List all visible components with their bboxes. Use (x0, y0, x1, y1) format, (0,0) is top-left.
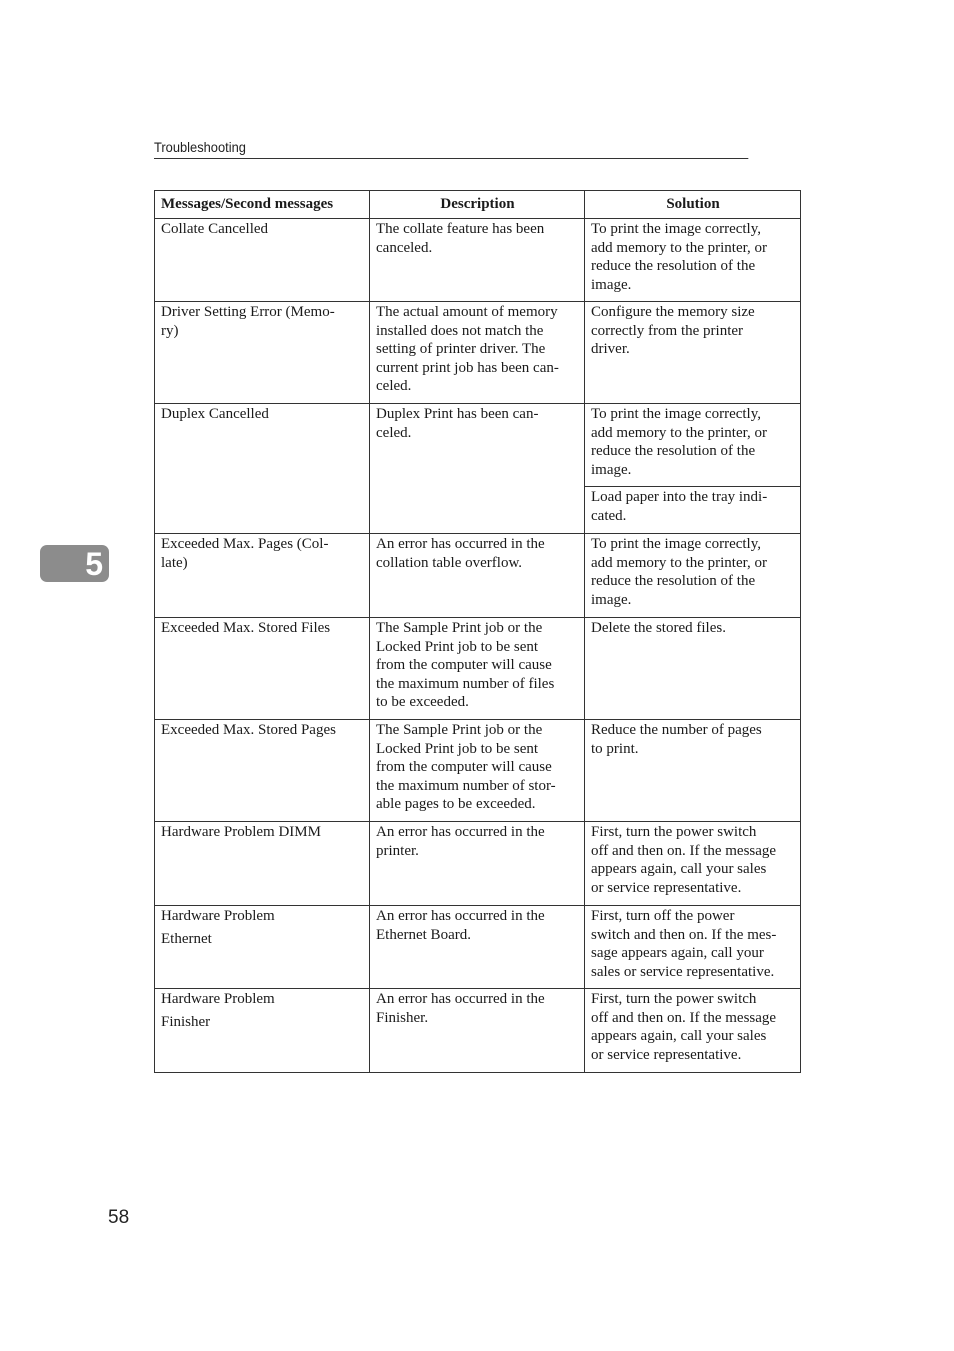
description-cell (370, 618, 585, 720)
cell-text-line: Locked Print job to be sent (376, 638, 539, 655)
chapter-tab (40, 545, 109, 582)
cell-text-line: Hardware Problem (161, 991, 275, 1007)
message-cell (155, 534, 370, 618)
cell-text-line: image. (591, 276, 632, 293)
table-row (155, 822, 801, 906)
cell-text-line: Collate Cancelled (161, 221, 269, 237)
table-row (155, 302, 801, 404)
cell-text-line: Ethernet (161, 931, 212, 947)
cell-text-line: collation table overflow. (376, 554, 523, 571)
description-cell (370, 989, 585, 1073)
cell-text-line: ry) (161, 322, 179, 339)
cell-text-line: Hardware Problem DIMM (161, 824, 321, 840)
cell-text-line: correctly from the printer (591, 322, 744, 339)
column-header-solution: Solution (585, 191, 801, 219)
cell-text-line: the maximum number of stor- (376, 777, 556, 794)
cell-text-line: cated. (591, 507, 627, 524)
cell-text-line: sage appears again, call your (591, 945, 764, 961)
message-cell (155, 989, 370, 1073)
cell-text-line: off and then on. If the message (591, 842, 777, 859)
running-header (154, 139, 748, 159)
message-cell (155, 822, 370, 906)
table-row (155, 906, 801, 989)
cell-text-line: or service representative. (591, 1046, 742, 1063)
description-cell (370, 534, 585, 618)
cell-text-line: To print the image correctly, (591, 536, 761, 552)
cell-text-line: An error has occurred in the (376, 536, 545, 552)
solution-cell (585, 219, 801, 302)
table-header-row (155, 191, 801, 219)
cell-text-line: Hardware Problem (161, 908, 275, 924)
cell-text-line: appears again, call your sales (591, 1028, 767, 1044)
solution-cell (585, 822, 801, 906)
cell-text-line: First, turn the power switch (591, 824, 757, 840)
cell-text-line: off and then on. If the message (591, 1009, 777, 1026)
message-cell (155, 302, 370, 404)
solution-cell (585, 534, 801, 618)
description-cell (370, 302, 585, 404)
cell-text-line: the maximum number of files (376, 675, 555, 692)
cell-text-line: canceled. (376, 239, 433, 256)
cell-text-line: Delete the stored files. (591, 620, 726, 636)
cell-text-line: setting of printer driver. The (376, 341, 546, 357)
cell-text-line: Finisher. (376, 1009, 429, 1026)
cell-text-line: switch and then on. If the mes- (591, 926, 777, 943)
cell-text-line: reduce the resolution of the (591, 573, 756, 589)
cell-text-line: add memory to the printer, or (591, 554, 768, 571)
solution-cell (585, 989, 801, 1073)
cell-text-line: Exceeded Max. Stored Pages (161, 722, 336, 738)
description-cell (370, 404, 585, 534)
cell-text-line: from the computer will cause (376, 759, 552, 775)
description-cell (370, 219, 585, 302)
solution-cell (585, 302, 801, 404)
column-header-messages: Messages/Second messages (155, 191, 370, 219)
cell-text-line: The collate feature has been (376, 221, 545, 237)
cell-text-line: celed. (376, 424, 412, 441)
cell-text-line: able pages to be exceeded. (376, 796, 536, 812)
cell-text-line: Driver Setting Error (Memo- (161, 304, 335, 320)
cell-text-line: appears again, call your sales (591, 861, 767, 877)
cell-text-line: An error has occurred in the (376, 824, 545, 840)
cell-text-line: Exceeded Max. Stored Files (161, 620, 331, 636)
solution-cell (585, 404, 801, 487)
cell-text-line: Ethernet Board. (376, 926, 471, 943)
solution-cell (585, 906, 801, 989)
description-cell (370, 822, 585, 906)
cell-text-line: to be exceeded. (376, 694, 469, 710)
cell-text-line: Finisher (161, 1014, 211, 1030)
cell-text-line: image. (591, 591, 632, 608)
cell-text-line: First, turn the power switch (591, 991, 757, 1007)
cell-text-line: to print. (591, 740, 639, 757)
message-cell (155, 219, 370, 302)
cell-text-line: The Sample Print job or the (376, 620, 543, 636)
cell-text-line: First, turn off the power (591, 908, 735, 924)
solution-cell (585, 720, 801, 822)
cell-text-line: Load paper into the tray indi- (591, 489, 768, 505)
messages-table (154, 190, 801, 1073)
cell-text-line: Duplex Cancelled (161, 406, 269, 422)
cell-text-line: The actual amount of memory (376, 304, 558, 320)
page-number: 58 (108, 1207, 130, 1228)
cell-text-line: To print the image correctly, (591, 406, 761, 422)
description-cell (370, 720, 585, 822)
cell-text-line: reduce the resolution of the (591, 443, 756, 459)
solution-cell (585, 487, 801, 534)
chapter-number: 5 (85, 546, 103, 582)
cell-text-line: sales or service representative. (591, 963, 775, 980)
table-row (155, 534, 801, 618)
cell-text-line: Configure the memory size (591, 304, 755, 320)
message-cell (155, 404, 370, 534)
table-row (155, 989, 801, 1073)
cell-text-line: add memory to the printer, or (591, 424, 768, 441)
cell-text-line: An error has occurred in the (376, 908, 545, 924)
table-row (155, 219, 801, 302)
cell-text-line: celed. (376, 378, 412, 394)
table-row (155, 720, 801, 822)
cell-text-line: An error has occurred in the (376, 991, 545, 1007)
message-cell (155, 720, 370, 822)
cell-text-line: driver. (591, 341, 630, 357)
cell-text-line: Exceeded Max. Pages (Col- (161, 536, 329, 552)
column-header-description: Description (370, 191, 585, 219)
cell-text-line: installed does not match the (376, 322, 544, 339)
cell-text-line: Reduce the number of pages (591, 722, 762, 738)
cell-text-line: The Sample Print job or the (376, 722, 543, 738)
cell-text-line: or service representative. (591, 879, 742, 896)
cell-text-line: To print the image correctly, (591, 221, 761, 237)
cell-text-line: printer. (376, 842, 419, 859)
cell-text-line: Locked Print job to be sent (376, 740, 539, 757)
cell-text-line: from the computer will cause (376, 657, 552, 673)
cell-text-line: image. (591, 461, 632, 478)
cell-text-line: Duplex Print has been can- (376, 406, 539, 422)
table-row (155, 618, 801, 720)
message-cell (155, 906, 370, 989)
solution-cell (585, 618, 801, 720)
message-cell (155, 618, 370, 720)
cell-text-line: add memory to the printer, or (591, 239, 768, 256)
cell-text-line: late) (161, 554, 188, 571)
description-cell (370, 906, 585, 989)
section-title: Troubleshooting (154, 139, 246, 155)
table-row (155, 404, 801, 487)
cell-text-line: reduce the resolution of the (591, 258, 756, 274)
cell-text-line: current print job has been can- (376, 359, 559, 376)
